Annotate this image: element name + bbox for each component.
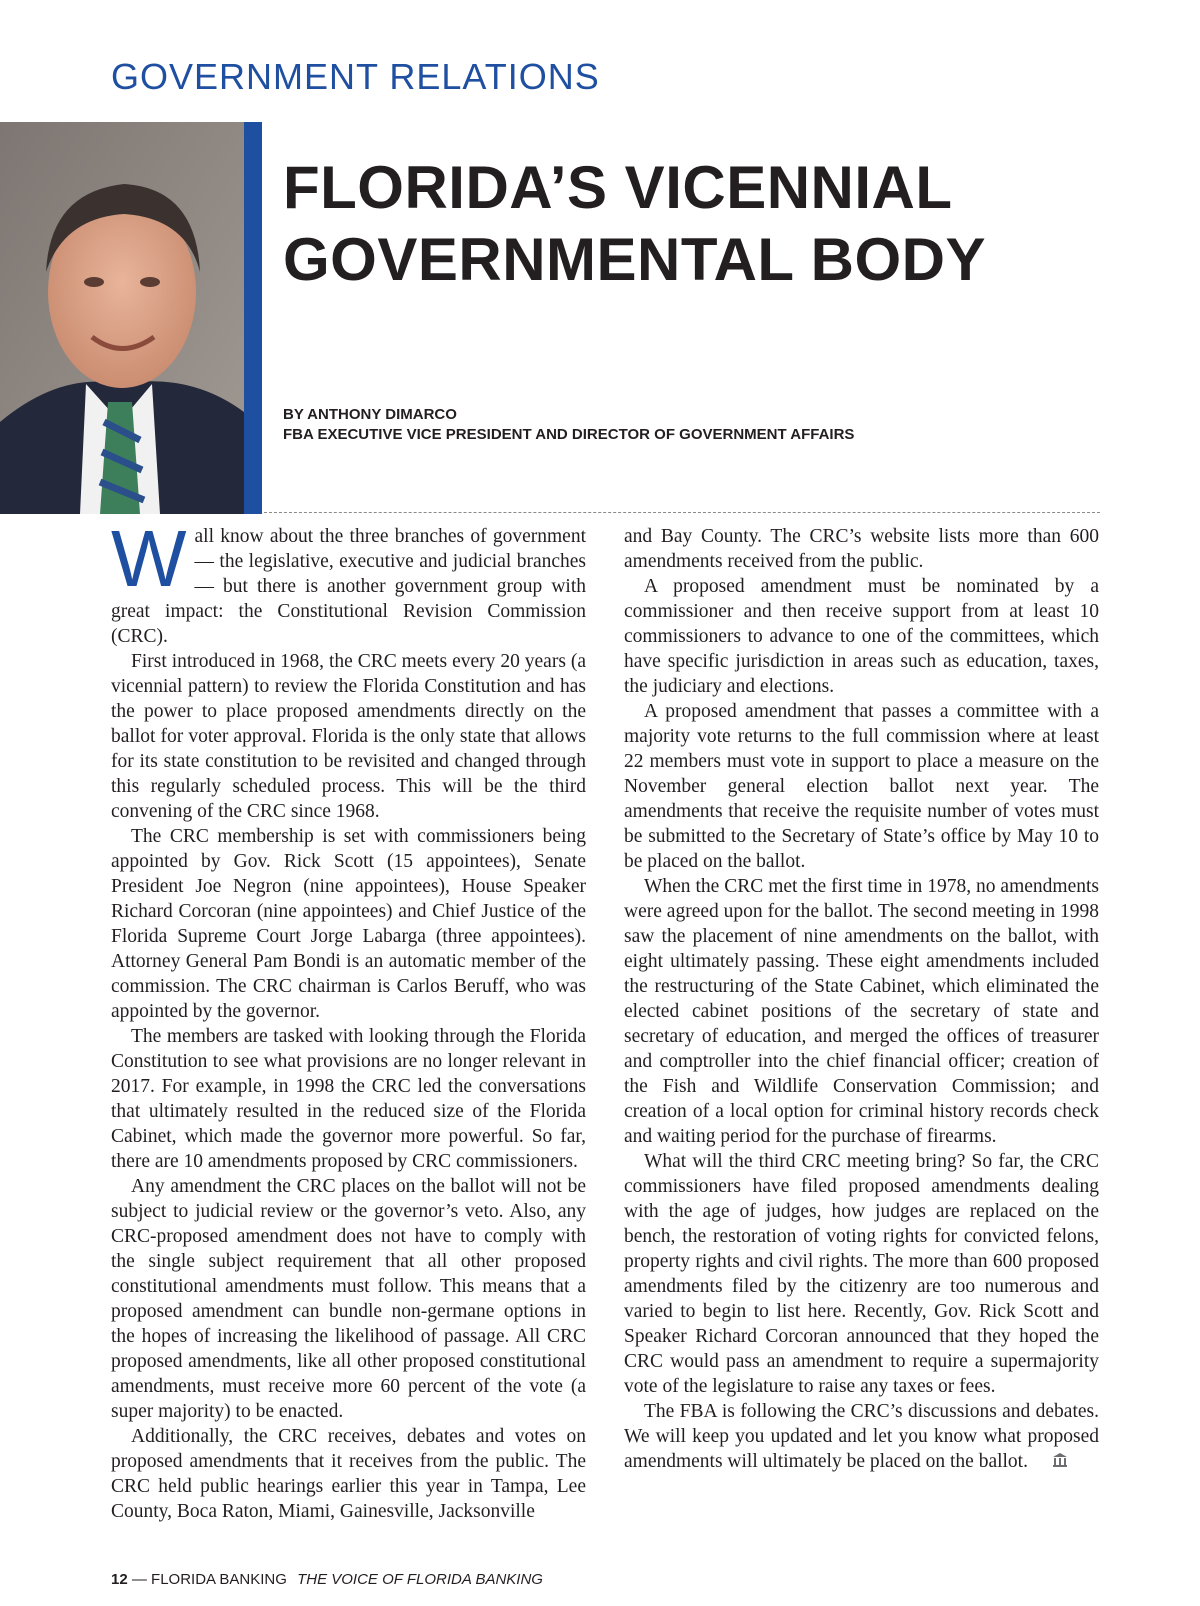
article-paragraph: A proposed amendment that passes a committee with a majority vote returns to the full commission where at least 22 members must vote in support to place a measure on the November general election ballot next year. The amendments that receive the requisite number of votes must be submitted to the Secretary of State’s office by May 10 to be placed on the ballot. [624,701,1099,872]
byline-author: BY ANTHONY DIMARCO [283,406,457,423]
dashed-divider [264,512,1100,513]
headline-line-1: FLORIDA’S VICENNIAL [283,154,953,221]
article-paragraph: First introduced in 1968, the CRC meets every 20 years (a vicennial pattern) to review the Florida Constitution and has the power to place proposed amendments directly on the ballot for voter approval. Florida is the only state that allows for its state constitution to be revisited and changed through this regularly scheduled process. This will be the third convening of the CRC since 1968. [111,651,586,822]
article-paragraph: Any amendment the CRC places on the ballot will not be subject to judicial review or the governor’s veto. Also, any CRC-proposed amendment does not have to comply with the single subject requirement that all other proposed constitutional amendments must follow. This means that a proposed amendment can bundle non-germane options in the hopes of increasing the likelihood of passage. All CRC proposed amendments, like all other proposed constitutional amendments, must receive more 60 percent of the vote (a super majority) to be enacted. [111,1176,586,1422]
publication-tagline: THE VOICE OF FLORIDA BANKING [297,1571,543,1588]
article-paragraph: The CRC membership is set with commissioners being appointed by Gov. Rick Scott (15 appointees), Senate President Joe Negron (nine appointees), House Speaker Richard Corcoran (nine appointees) and Chief Justice of the Florida Supreme Court Jorge Labarga (three appointees). Attorney General Pam Bondi is an automatic member of the commission. The CRC chairman is Carlos Beruff, who was appointed by the governor. [111,826,586,1022]
author-photo [0,122,244,514]
byline [283,405,854,445]
section-label: GOVERNMENT RELATIONS [111,56,600,97]
article-column-left [111,514,586,1524]
byline-title: FBA EXECUTIVE VICE PRESIDENT AND DIRECTOR OF GOVERNMENT AFFAIRS [283,426,855,443]
article-column-right [624,524,1099,1475]
article-paragraph: Additionally, the CRC receives, debates and votes on proposed amendments that it receives from the public. The CRC held public hearings earlier this year in Tampa, Lee County, Boca Raton, Miami, Gainesville, Jacksonville [111,1426,586,1522]
article-paragraph: The members are tasked with looking through the Florida Constitution to see what provisions are no longer relevant in 2017. For example, in 1998 the CRC led the conversations that ultimately resulted in the reduced size of the Florida Cabinet, which made the governor more powerful. So far, there are 10 amendments proposed by CRC commissioners. [111,1026,586,1172]
article-paragraph: What will the third CRC meeting bring? So far, the CRC commissioners have filed proposed amendments dealing with the age of judges, how judges are replaced on the bench, the restoration of voting rights for convicted felons, property rights and civil rights. The more than 600 proposed amendments filed by the citizenry are too numerous and varied to begin to list here. Recently, Gov. Rick Scott and Speaker Richard Corcoran announced that they hoped the CRC would pass an amendment to require a supermajority vote of the legislature to raise any taxes or fees. [624,1151,1099,1397]
bank-building-icon [1032,1450,1068,1475]
accent-bar [244,122,262,514]
headline-line-2: GOVERNMENTAL BODY [283,226,986,293]
article-paragraph: A proposed amendment must be nominated by a commissioner and then receive support from at least 10 commissioners to advance to one of the committees, which have specific jurisdiction in areas such as education, taxes, the judiciary and elections. [624,576,1099,697]
paragraph-text: all know about the three branches of government — the legislative, executive and judicial branches — but there is another government group with great impact: the Constitutional Revision Commission (CRC). [111,526,586,647]
drop-cap: W [111,514,187,603]
article-paragraph [624,1399,1099,1475]
headline [283,152,1163,296]
publication-name: FLORIDA BANKING [151,1571,287,1588]
page-number: 12 [111,1571,128,1588]
article-paragraph: When the CRC met the first time in 1978, no amendments were agreed upon for the ballot. The second meeting in 1998 saw the placement of nine amendments on the ballot, with eight ultimately passing. These eight amendments included the restructuring of the State Cabinet, which eliminated the elected cabinet positions of the secretary of state and secretary of education, and merged the offices of treasurer and comptroller into the chief financial officer; creation of the Fish and Wildlife Conservation Commission; and creation of a local option for criminal history records check and waiting period for the purchase of firearms. [624,876,1099,1147]
article-paragraph: and Bay County. The CRC’s website lists more than 600 amendments received from the public. [624,526,1099,572]
paragraph-text: The FBA is following the CRC’s discussions and debates. We will keep you updated and let you know what proposed amendments will ultimately be placed on the ballot. [624,1401,1099,1472]
page-footer [111,1571,543,1588]
footer-separator: — [131,1571,147,1588]
article-paragraph [111,514,586,649]
